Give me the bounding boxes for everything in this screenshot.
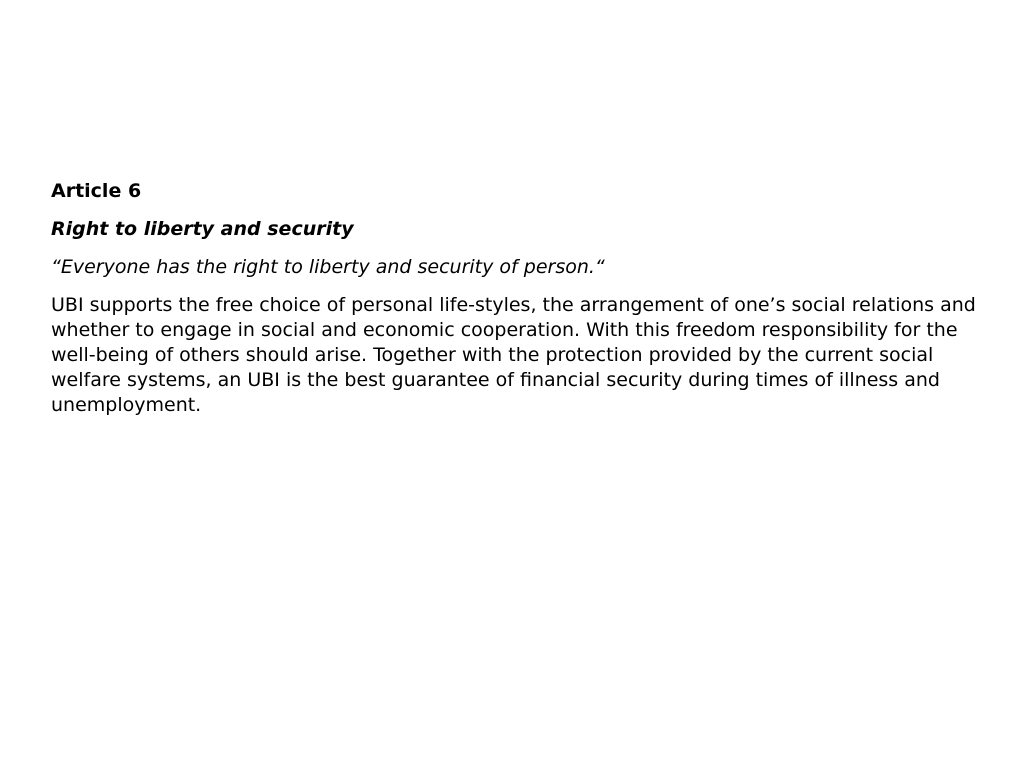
- article-quote: “Everyone has the right to liberty and security of person.“: [51, 256, 605, 278]
- article-subtitle: Right to liberty and security: [51, 218, 354, 240]
- article-content: [51, 179, 981, 431]
- article-body: UBI supports the free choice of personal life-styles, the arrangement of one’s social relations and whether to engage in social and economic cooperation. With this freedom responsibility for the well-being of others should arise. Together with the protection provided by the current social welfare systems, an UBI is the best guarantee of financial security during times of illness and unemployment.: [51, 294, 976, 416]
- article-title: Article 6: [51, 180, 142, 202]
